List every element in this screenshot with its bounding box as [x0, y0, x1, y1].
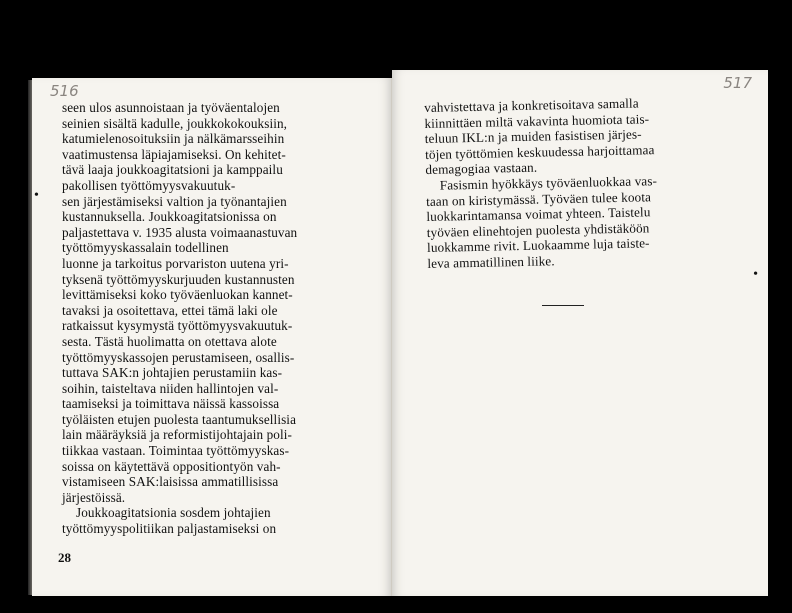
text-line: tiikkaa vastaan. Toimintaa työttömyyskas- — [62, 443, 290, 459]
text-line: järjestöissä. — [62, 489, 126, 505]
text-line: kustannuksella. Joukkoagitatsionissa on — [62, 209, 277, 225]
right-page-text — [424, 94, 738, 272]
text-line: seinien sisältä kadulle, joukkokokouksiin, — [62, 115, 288, 131]
text-line: levittämiseksi koko työväenluokan kannet- — [62, 287, 293, 303]
text-line: taan on kiristymässä. Työväen tulee koota — [425, 188, 652, 209]
text-line: vahvistettava ja konkretisoitava samalla — [424, 95, 639, 115]
text-line: luonne ja tarkoitus porvariston uutena yri- — [62, 255, 289, 271]
text-line: työttömyyspolitiikan paljastamiseksi on — [62, 521, 277, 537]
text-line: kiinnittäen miltä vakavinta huomiota tais- — [424, 110, 650, 131]
text-line: taamiseksi ja toimittava näissä kassoissa — [62, 396, 280, 412]
text-line: soihin, taisteltava niiden hallintojen val- — [62, 380, 279, 396]
text-line: tävä laaja joukkoagitatsioni ja kamppailu — [62, 162, 283, 178]
left-margin-note: 516 — [50, 82, 79, 100]
text-line: teluun IKL:n ja muiden fasistisen järjes- — [424, 126, 642, 147]
text-line: sesta. Tästä huolimatta on otettava alote — [62, 333, 277, 349]
text-line: sen järjestämiseksi valtion ja työnantajien — [62, 193, 287, 209]
text-line: tavaksi ja osoitettava, ettei tämä laki ole — [62, 302, 278, 318]
text-line: luokkamme rivit. Luokaamme luja taiste- — [426, 235, 650, 256]
text-line: katumielenosoituksiin ja nälkämarsseihin — [62, 131, 285, 147]
right-page — [392, 70, 768, 596]
margin-dot: • — [753, 267, 758, 282]
text-line: leva ammatillinen liike. — [427, 253, 555, 271]
text-line: ratkaissut kysymystä työttömyysvakuutuk- — [62, 318, 293, 334]
left-page-text — [62, 100, 372, 537]
text-line: työväen elinehtojen puolesta yhdistäköön — [426, 220, 650, 240]
text-line: demagogiaa vastaan. — [425, 160, 538, 178]
text-line: seen ulos asunnoistaan ja työväentalojen — [62, 100, 280, 115]
left-page — [32, 78, 392, 596]
text-line: paljastettava v. 1935 alusta voimaanastuvan — [62, 224, 298, 240]
margin-dot: • — [34, 188, 39, 203]
section-rule — [542, 305, 584, 306]
text-line: luokkarintamansa voimat yhteen. Taistelu — [426, 204, 651, 225]
text-line: työläisten etujen puolesta taantumuksellisia — [62, 411, 297, 427]
page-number: 28 — [58, 550, 71, 565]
text-line: työttömyyskassalain todellinen — [62, 240, 229, 256]
text-line: työttömyyskassojen perustamiseen, osallis- — [62, 349, 295, 365]
text-line: lain määräyksiä ja reformistijohtajain poli- — [62, 427, 292, 443]
right-margin-note: 517 — [723, 74, 752, 92]
text-line: soissa on käytettävä oppositiontyön vah- — [62, 458, 281, 474]
text-line: tyksenä työttömyyskurjuuden kustannusten — [62, 271, 295, 287]
text-line: pakollisen työttömyysvakuutuk- — [62, 177, 236, 193]
text-line: tuttava SAK:n johtajien perustamiin kas- — [62, 365, 283, 381]
text-line: vistamiseen SAK:laisissa ammatillisissa — [62, 474, 279, 490]
text-line: Joukkoagitatsionia sosdem johtajien — [76, 505, 271, 521]
text-line: Fasismin hyökkäys työväenluokkaa vas- — [439, 173, 658, 193]
text-line: vaatimustensa läpiajamiseksi. On kehitet- — [62, 146, 286, 162]
text-line: töjen työttömien keskuudessa harjoittamaa — [424, 141, 655, 162]
